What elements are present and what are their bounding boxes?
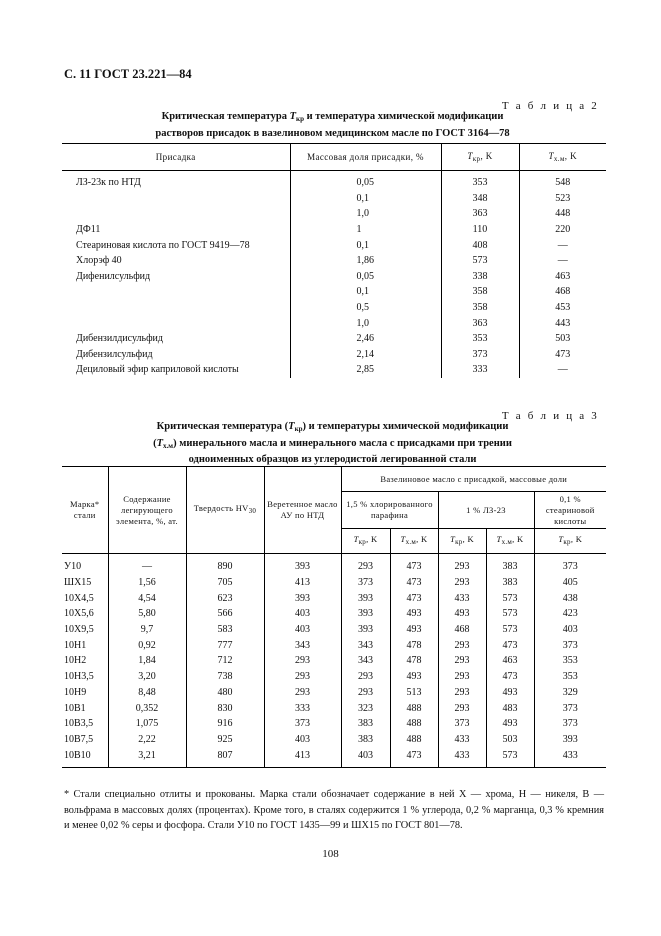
table3-cell: 293	[264, 669, 341, 685]
table-row	[62, 669, 606, 685]
table3-cell: 493	[486, 716, 534, 732]
table2-cell-name: Дециловый эфир каприловой кислоты	[76, 364, 239, 376]
table3-cell: 2,22	[108, 732, 186, 748]
table3-cell: —	[108, 554, 186, 575]
table3-cell: 293	[438, 669, 486, 685]
table-row	[62, 269, 606, 285]
table3-cell: 433	[534, 747, 606, 767]
table3-cell: 293	[438, 637, 486, 653]
table2-cell-tkr: 348	[441, 191, 519, 207]
table3-cell: 343	[341, 637, 390, 653]
table3-cell: 463	[486, 653, 534, 669]
table2-cell-fraction: 1,0	[290, 206, 441, 222]
table3-cell: 333	[264, 700, 341, 716]
table2-cell-tkr: 338	[441, 269, 519, 285]
table3-cell: 1,075	[108, 716, 186, 732]
table3-cell: 8,48	[108, 685, 186, 701]
table3-header-sub3: 0,1 % стеариновой кислоты	[534, 492, 606, 529]
table3-cell: 573	[486, 747, 534, 767]
table2-cell-thm: 473	[519, 347, 606, 363]
table3-cell: 293	[264, 653, 341, 669]
table2-cell-name: ЛЗ-23к по НТД	[76, 177, 141, 189]
table3-title: Критическая температура $(T_{кр})$ и температуры химической модификации $(T_{х.м})$ минерального масла и минерального масла с присадками при трении одноименных образцов из углеродистой легированной стали	[153, 421, 512, 465]
table2-cell-name: Дибензилдисульфид	[76, 333, 163, 345]
table3-header-hardness: Твердость $HV_{30}$	[186, 467, 264, 554]
table2-cell-thm: 463	[519, 269, 606, 285]
table3-cell: 890	[186, 554, 264, 575]
table3-cell: 10Н2	[64, 655, 87, 667]
table2-cell-name: Дифенилсульфид	[76, 270, 151, 282]
table2-cell-thm: 468	[519, 284, 606, 300]
table3	[62, 466, 606, 768]
table3-cell: 9,7	[108, 622, 186, 638]
table2-cell-fraction: 2,85	[290, 362, 441, 378]
table2-cell-thm: —	[519, 362, 606, 378]
table3-cell: 393	[341, 622, 390, 638]
table3-cell: 405	[534, 575, 606, 591]
table3-cell: 5,80	[108, 606, 186, 622]
table3-header-t-kr-3: $T_{кр}$, K	[534, 529, 606, 554]
table2-cell-name: Стеариновая кислота по ГОСТ 9419—78	[76, 239, 250, 251]
table3-cell: 916	[186, 716, 264, 732]
table3-cell: 1,56	[108, 575, 186, 591]
table3-cell: 433	[438, 747, 486, 767]
table3-cell: ШХ15	[64, 577, 92, 589]
table-row	[62, 222, 606, 238]
table3-cell: 468	[438, 622, 486, 638]
table-row	[62, 362, 606, 378]
table2-cell-tkr: 573	[441, 253, 519, 269]
table3-cell: 373	[534, 637, 606, 653]
table3-cell: 393	[264, 554, 341, 575]
table3-cell: 393	[534, 732, 606, 748]
table2-cell-fraction: 1,0	[290, 315, 441, 331]
table2-cell-fraction: 0,1	[290, 191, 441, 207]
table3-cell: 830	[186, 700, 264, 716]
table3-cell: 393	[264, 590, 341, 606]
table3-cell: 10Н3,5	[64, 671, 94, 683]
table3-cell: 413	[264, 747, 341, 767]
table-row	[62, 590, 606, 606]
table2-cell-thm: 453	[519, 300, 606, 316]
table3-cell: 573	[486, 622, 534, 638]
table3-cell: 623	[186, 590, 264, 606]
table2-cell-name	[62, 315, 290, 331]
table3-cell: 566	[186, 606, 264, 622]
table3-cell: 10В10	[64, 749, 91, 761]
table3-cell: 10В3,5	[64, 718, 94, 730]
table2-cell-fraction: 0,05	[290, 269, 441, 285]
table3-cell: 925	[186, 732, 264, 748]
table2-cell-thm: 548	[519, 171, 606, 191]
table3-cell: 323	[341, 700, 390, 716]
table3-cell: 493	[390, 622, 438, 638]
page-number: 108	[322, 848, 339, 860]
table2-cell-name: Хлорэф 40	[76, 255, 122, 267]
table-row	[62, 300, 606, 316]
table2-cell-thm: 448	[519, 206, 606, 222]
table2-cell-name: ДФ11	[76, 224, 101, 236]
table3-cell: 403	[534, 622, 606, 638]
table2-cell-fraction: 0,1	[290, 237, 441, 253]
table2-cell-thm: —	[519, 237, 606, 253]
table2-title: Критическая температура $T_{кр}$ и температура химической модификации растворов присадок в вазелиновом медицинском масле по ГОСТ 3164—78	[155, 111, 510, 139]
table-row	[62, 171, 606, 191]
table3-cell: 403	[264, 606, 341, 622]
table-row	[62, 237, 606, 253]
table-row	[62, 606, 606, 622]
table-row	[62, 685, 606, 701]
table2-cell-fraction: 2,14	[290, 347, 441, 363]
table2-cell-fraction: 0,1	[290, 284, 441, 300]
table3-header-grade: Марка* стали	[62, 467, 108, 554]
table3-cell: 473	[390, 575, 438, 591]
table3-cell: 383	[341, 716, 390, 732]
table3-cell: У10	[64, 561, 82, 573]
table3-header-t-kr-1: $T_{кр}$, K	[341, 529, 390, 554]
table-row	[62, 716, 606, 732]
table2-cell-thm: 523	[519, 191, 606, 207]
table3-cell: 293	[438, 554, 486, 575]
table3-cell: 403	[264, 622, 341, 638]
table2-cell-tkr: 353	[441, 331, 519, 347]
table3-cell: 480	[186, 685, 264, 701]
table-row	[62, 191, 606, 207]
table-row	[62, 554, 606, 575]
table2-cell-name: Дибензилсульфид	[76, 348, 153, 360]
table2-label: Т а б л и ц а 2	[501, 100, 599, 112]
table-row	[62, 253, 606, 269]
table-row	[62, 284, 606, 300]
table3-cell: 373	[438, 716, 486, 732]
table2-header-row	[62, 144, 606, 171]
table3-cell: 293	[264, 685, 341, 701]
table3-cell: 493	[390, 606, 438, 622]
table3-header-spindle: Веретенное масло АУ по НТД	[264, 467, 341, 554]
table2-cell-fraction: 0,5	[290, 300, 441, 316]
table3-cell: 373	[534, 716, 606, 732]
table3-cell: 423	[534, 606, 606, 622]
table2-cell-tkr: 408	[441, 237, 519, 253]
table3-cell: 10В7,5	[64, 733, 94, 745]
table3-cell: 473	[486, 669, 534, 685]
table3-cell: 573	[486, 590, 534, 606]
table3-cell: 573	[486, 606, 534, 622]
table3-cell: 3,20	[108, 669, 186, 685]
table3-cell: 413	[264, 575, 341, 591]
table3-cell: 503	[486, 732, 534, 748]
table3-cell: 383	[486, 575, 534, 591]
table-row	[62, 732, 606, 748]
table3-cell: 513	[390, 685, 438, 701]
table2-cell-tkr: 363	[441, 315, 519, 331]
table2-cell-name	[62, 191, 290, 207]
table3-cell: 373	[534, 554, 606, 575]
table3-cell: 1,84	[108, 653, 186, 669]
table3-cell: 353	[534, 653, 606, 669]
table3-cell: 373	[264, 716, 341, 732]
table3-cell: 10Х9,5	[64, 624, 94, 636]
table3-cell: 353	[534, 669, 606, 685]
table-row	[62, 331, 606, 347]
table2-header-thm: $T_{х.м}$, K	[519, 144, 606, 171]
table3-cell: 293	[438, 653, 486, 669]
table3-header-sub1: 1,5 % хлорированного парафина	[341, 492, 438, 529]
table3-cell: 493	[390, 669, 438, 685]
table3-label: Т а б л и ц а 3	[501, 410, 599, 422]
table2-cell-thm: 503	[519, 331, 606, 347]
table3-cell: 488	[390, 732, 438, 748]
table3-cell: 10Н9	[64, 686, 87, 698]
table3-header-t-hm-2: $T_{х.м}$, K	[486, 529, 534, 554]
table-row	[62, 206, 606, 222]
table-row	[62, 622, 606, 638]
table-row	[62, 637, 606, 653]
table2-cell-tkr: 353	[441, 171, 519, 191]
table3-cell: 373	[341, 575, 390, 591]
table3-header-alloy: Содержание легирующего элемента, %, ат.	[108, 467, 186, 554]
table2-cell-fraction: 1,86	[290, 253, 441, 269]
table3-cell: 433	[438, 732, 486, 748]
table3-cell: 293	[438, 700, 486, 716]
table2-cell-tkr: 358	[441, 284, 519, 300]
table3-cell: 293	[438, 575, 486, 591]
table3-cell: 373	[534, 700, 606, 716]
table2-cell-thm: 220	[519, 222, 606, 238]
table3-cell: 488	[390, 716, 438, 732]
table2-cell-thm: 443	[519, 315, 606, 331]
table3-cell: 10Н1	[64, 639, 87, 651]
table3-cell: 777	[186, 637, 264, 653]
table3-cell: 383	[486, 554, 534, 575]
table3-cell: 483	[486, 700, 534, 716]
table3-cell: 583	[186, 622, 264, 638]
table3-cell: 4,54	[108, 590, 186, 606]
table2-cell-name	[62, 206, 290, 222]
table3-cell: 433	[438, 590, 486, 606]
table3-cell: 473	[486, 637, 534, 653]
table3-cell: 383	[341, 732, 390, 748]
table3-header-vaseline: Вазелиновое масло с присадкой, массовые доли	[341, 467, 606, 492]
table3-cell: 293	[341, 685, 390, 701]
table2-cell-tkr: 358	[441, 300, 519, 316]
table3-cell: 403	[341, 747, 390, 767]
table2-cell-fraction: 2,46	[290, 331, 441, 347]
table3-cell: 3,21	[108, 747, 186, 767]
table2-cell-name	[62, 284, 290, 300]
table2-header-fraction: Массовая доля присадки, %	[290, 144, 441, 171]
table3-cell: 488	[390, 700, 438, 716]
table3-cell: 738	[186, 669, 264, 685]
table3-cell: 478	[390, 637, 438, 653]
table3-cell: 293	[341, 669, 390, 685]
table-row	[62, 747, 606, 767]
table3-cell: 343	[264, 637, 341, 653]
table3-cell: 712	[186, 653, 264, 669]
table3-cell: 10Х4,5	[64, 592, 94, 604]
table2-cell-thm: —	[519, 253, 606, 269]
table3-cell: 478	[390, 653, 438, 669]
table3-cell: 473	[390, 554, 438, 575]
footnote: * Стали специально отлиты и прокованы. Марка стали обозначает содержание в ней Х — хрома, Н — никеля, В — вольфрама в массовых долях (процентах). Кроме того, в сталях содержится 1 % углерода, 0,2 % марганца, 0,3 % кремния и менее 0,02 % серы и фосфора. Стали У10 по ГОСТ 1435—99 и ШХ15 по ГОСТ 801—78.	[64, 789, 604, 831]
table3-cell: 393	[341, 606, 390, 622]
table3-cell: 403	[264, 732, 341, 748]
table2-cell-tkr: 363	[441, 206, 519, 222]
table3-cell: 293	[341, 554, 390, 575]
table2-cell-tkr: 373	[441, 347, 519, 363]
table3-cell: 473	[390, 590, 438, 606]
table3-cell: 705	[186, 575, 264, 591]
table3-cell: 10Х5,6	[64, 608, 94, 620]
table-row	[62, 700, 606, 716]
page-header: С. 11 ГОСТ 23.221—84	[64, 67, 192, 81]
table3-cell: 0,92	[108, 637, 186, 653]
table3-header-t-kr-2: $T_{кр}$, K	[438, 529, 486, 554]
table2-header-tkr: $T_{кр}$, K	[441, 144, 519, 171]
table3-cell: 329	[534, 685, 606, 701]
table-row	[62, 653, 606, 669]
table3-cell: 0,352	[108, 700, 186, 716]
table2-cell-tkr: 333	[441, 362, 519, 378]
table3-cell: 807	[186, 747, 264, 767]
table2-cell-tkr: 110	[441, 222, 519, 238]
table3-cell: 393	[341, 590, 390, 606]
table3-header-sub2: 1 % ЛЗ-23	[438, 492, 534, 529]
table3-cell: 343	[341, 653, 390, 669]
table3-cell: 438	[534, 590, 606, 606]
table-row	[62, 315, 606, 331]
table3-cell: 10В1	[64, 702, 86, 714]
table3-cell: 493	[486, 685, 534, 701]
table-row	[62, 347, 606, 363]
table2-cell-fraction: 0,05	[290, 171, 441, 191]
table3-header-t-hm-1: $T_{х.м}$, K	[390, 529, 438, 554]
table3-cell: 473	[390, 747, 438, 767]
table2	[62, 143, 606, 378]
table2-cell-fraction: 1	[290, 222, 441, 238]
table-row	[62, 575, 606, 591]
table3-cell: 293	[438, 685, 486, 701]
table2-cell-name	[62, 300, 290, 316]
table2-header-additive: Присадка	[62, 144, 290, 171]
table3-cell: 493	[438, 606, 486, 622]
